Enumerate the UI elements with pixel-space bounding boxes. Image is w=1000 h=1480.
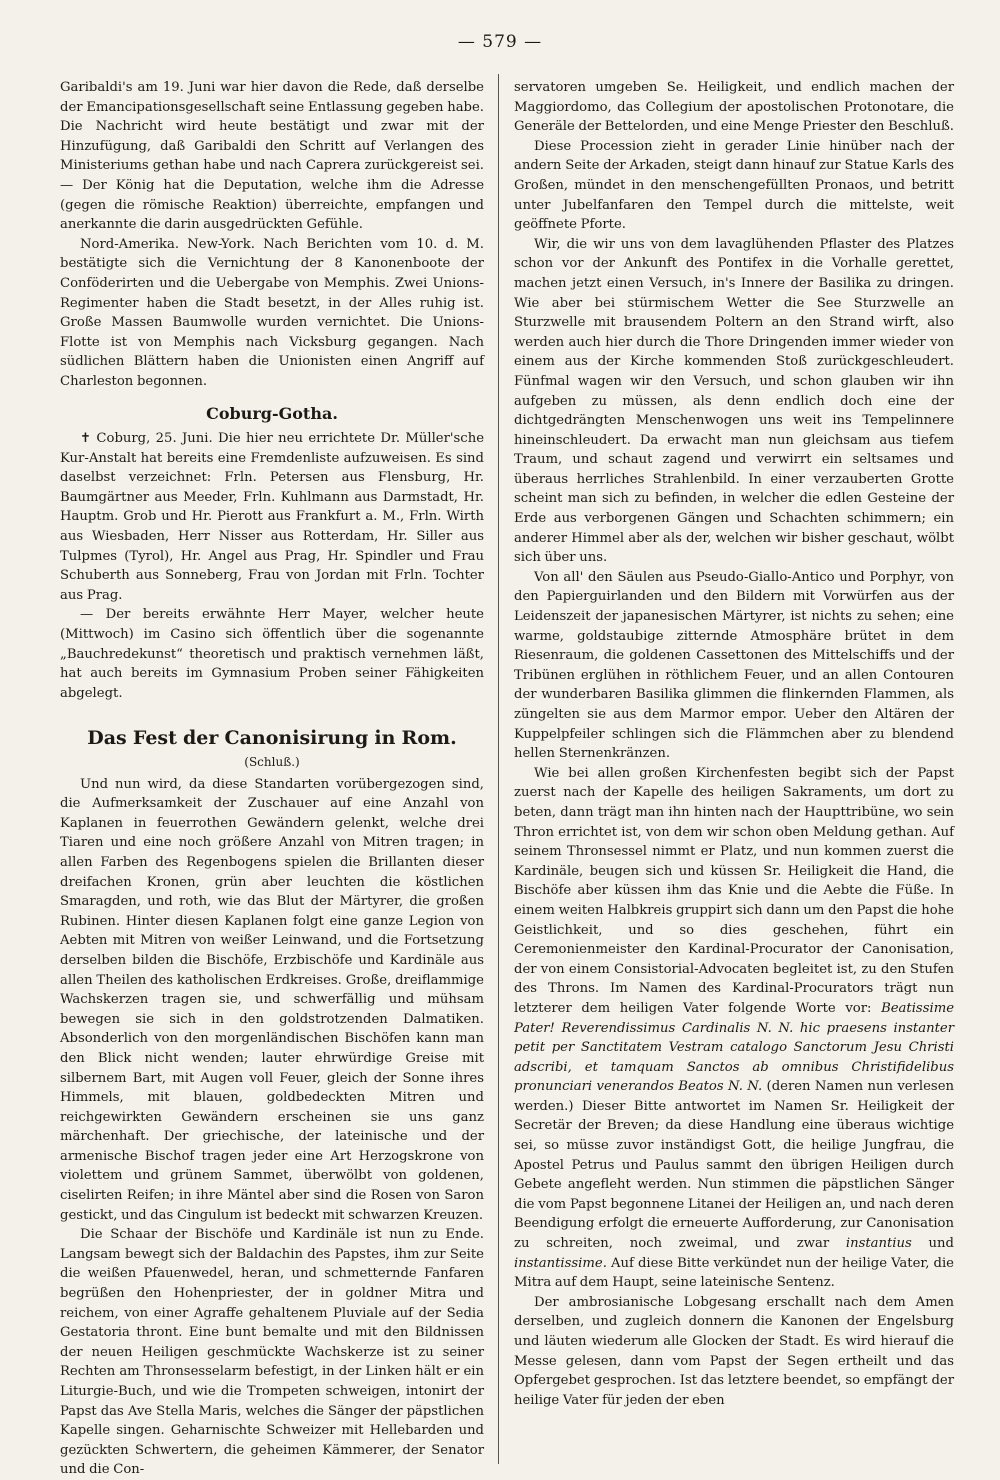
left-column	[60, 78, 484, 1480]
article-paragraph	[514, 764, 954, 1293]
latin-word: instantissime.	[514, 1255, 607, 1271]
article-paragraph: Diese Procession zieht in gerader Linie hinüber nach der andern Seite der Arkaden, steigt dann hinauf zur Statue Karls des Großen, mündet in den menschengefüllten Pronaos, und betritt unter Jubelfanfaren den Tempel durch die mittelste, weit geöffnete Pforte.	[514, 138, 954, 233]
article-paragraph: Wir, die wir uns von dem lavaglühenden Pflaster des Platzes schon vor der Ankunft des Pontifex in die Vorhalle gerettet, machen jetzt einen Versuch, in's Innere der Basilika zu dringen. Wie aber bei stürmischem Wetter die See Sturzwelle an Sturzwelle mit brausendem Poltern an den Strand wirft, also werden auch hier durch die Thore Dringenden immer wieder von einem aus der Kirche kommenden Stoß zurückgeschleudert. Fünfmal wagen wir den Versuch, und schon glauben wir ihn aufgeben zu müssen, als denn endlich doch eine der dichtgedrängten Menschenwogen uns weit ins Tempelinnere hineinschleudert. Da erwacht man nun gleichsam aus tiefem Traum, und schaut zagend und verwirrt ein seltsames und überaus herrliches Strahlenbild. In einer verzauberten Grotte scheint man sich zu befinden, in welcher die edlen Gesteine der Erde aus verborgenen Gängen und Schachten schimmern; ein anderer Himmel aber als der, welchen wir bisher geschaut, wölbt sich über uns.	[514, 236, 954, 566]
article-text: Auf diese Bitte verkündet nun der heilige Vater, die Mitra auf dem Haupt, seine lateinische Sentenz.	[514, 1255, 954, 1291]
casino-news-paragraph: — Der bereits erwähnte Herr Mayer, welcher heute (Mittwoch) im Casino sich öffentlich über die sogenannte „Bauchredekunst“ theoretisch und praktisch vernehmen läßt, hat auch bereits im Gymnasium Proben seiner Fähigkeiten abgelegt.	[60, 607, 484, 701]
article-paragraph: servatoren umgeben Se. Heiligkeit, und endlich machen der Maggiordomo, das Collegium der apostolischen Protonotare, die Generäle der Bettelorden, und eine Menge Priester den Beschluß.	[514, 80, 954, 135]
latin-word: instantius	[845, 1236, 912, 1252]
article-text: (deren Namen nun verlesen werden.) Dieser Bitte antwortet im Namen Sr. Heiligkeit der Secretär der Breven; da diese Handlung eine überaus wichtige sei, so müsse zuvor inständigst Gott, die heilige Jungfrau, die Apostel Petrus und Paulus sammt den übrigen Heiligen durch Gebete angefleht werden. Nun stimmen die päpstlichen Sänger die vom Papst begonnene Litanei der Heiligen an, und nach deren Beendigung erfolgt die erneuerte Aufforderung, zur Canonisation zu schreiten, noch zweimal, und zwar	[514, 1079, 954, 1252]
coburg-news-paragraph: ✝ Coburg, 25. Juni. Die hier neu errichtete Dr. Müller'sche Kur-Anstalt hat bereits eine Fremdenliste aufzuweisen. Es sind daselbst verzeichnet: Frln. Petersen aus Flensburg, Hr. Baumgärtner aus Meeder, Frln. Kuhlmann aus Darmstadt, Hr. Hauptm. Grob und Hr. Pierott aus Frankfurt a. M., Frln. Wirth aus Wiesbaden, Herr Nisser aus Rotterdam, Hr. Siller aus Tulpmes (Tyrol), Hr. Angel aus Prag, Hr. Spindler und Frau Schuberth aus Sonneberg, Frau von Jordan mit Frln. Tochter aus Prag.	[60, 431, 484, 603]
page-number: — 579 —	[457, 32, 543, 52]
north-america-news-paragraph: Nord-Amerika. New-York. Nach Berichten vom 10. d. M. bestätigte sich die Vernichtung der 8 Kanonenboote der Conföderirten und die Uebergabe von Memphis. Zwei Unions-Regimenter haben die Stadt besetzt, in der Alles ruhig ist. Große Massen Baumwolle wurden vernichtet. Die Unions-Flotte ist von Memphis nach Vicksburg gegangen. Nach südlichen Blättern haben die Unionisten einen Angriff auf Charleston begonnen.	[60, 236, 484, 389]
article-continuation-note: (Schluß.)	[244, 755, 300, 769]
article-paragraph: Die Schaar der Bischöfe und Kardinäle ist nun zu Ende. Langsam bewegt sich der Baldachin des Papstes, ihm zur Seite die weißen Pfauenwedel, heran, und schmetternde Fanfaren begrüßen den Hohenpriester, der in goldner Mitra und reichem, von einer Agraffe gehaltenem Pluviale auf der Sedia Gestatoria thront. Eine bunt bemalte und mit den Bildnissen der neuen Heiligen geschmückte Wachskerze ist zu seiner Rechten am Thronsesselarm befestigt, in der Linken hält er ein Liturgie-Buch, und wie die Trompeten schweigen, intonirt der Papst das Ave Stella Maris, welches die Sänger der päpstlichen Kapelle singen. Geharnischte Schweizer mit Hellebarden und gezückten Schwertern, die geheimen Kämmerer, der Senator und die Con-	[60, 1227, 484, 1478]
right-column	[514, 78, 954, 1410]
article-text: und	[928, 1236, 954, 1252]
article-paragraph: Und nun wird, da diese Standarten vorübergezogen sind, die Aufmerksamkeit der Zuschauer auf eine Anzahl von Kaplanen in feuerrothen Gewändern gelenkt, welche drei Tiaren und eine noch größere Anzahl von Mitren tragen; in allen Farben des Regenbogens spielen die Brillanten dieser dreifachen Kronen, grün aber leuchten die köstlichen Smaragden, und roth, wie das Blut der Märtyrer, die großen Rubinen. Hinter diesen Kaplanen folgt eine ganze Legion von Aebten mit Mitren von weißer Leinwand, und die Fortsetzung derselben bilden die Bischöfe, Erzbischöfe und Kardinäle aus allen Theilen des katholischen Erdkreises. Große, dreiflammige Wachskerzen tragen sie, und schwerfällig und mühsam bewegen sie sich in den goldstrotzenden Dalmatiken. Absonderlich von den morgenländischen Bischöfen kann man den Blick nicht wenden; lauter ehrwürdige Greise mit silbernem Bart, mit Augen voll Feuer, gleich der Sonne ihres Himmels, mit blauen, goldbedeckten Mitren und reichgewirkten Gewändern erscheinen sie uns ganz märchenhaft. Der griechische, der lateinische und der armenische Bischof tragen jeder eine Art Herzogskrone von violettem und grünem Sammet, überwölbt von goldenen, ciselirten Reifen; in ihre Mäntel aber sind die Rosen von Saron gestickt, und das Cingulum ist bedeckt mit schwarzen Kreuzen.	[60, 776, 484, 1223]
article-paragraph: Der ambrosianische Lobgesang erschallt nach dem Amen derselben, und zugleich donnern die Kanonen der Engelsburg und läuten wiederum alle Glocken der Stadt. Es wird hierauf die Messe gelesen, dann vom Papst der Segen ertheilt und das Opfergebet gesprochen. Ist das letztere beendet, so empfängt der heilige Vater für jeden der eben	[514, 1294, 954, 1408]
section-title-coburg-gotha: Coburg-Gotha.	[206, 403, 338, 423]
column-divider	[498, 74, 499, 1464]
article-text: Wie bei allen großen Kirchenfesten begibt sich der Papst zuerst nach der Kapelle des heiligen Sakraments, um dort zu beten, dann trägt man ihn hinten nach der Haupttribüne, wo sein Thron errichtet ist, von dem wir schon oben Meldung gethan. Auf seinem Thronsessel nimmt er Platz, und nun kommen zuerst die Kardinäle, beugen sich und küssen Sr. Heiligkeit die Hand, die Bischöfe aber küssen ihm das Knie und die Aebte die Füße. In einem weiten Halbkreis gruppirt sich dann um den Papst die hohe Geistlichkeit, und so dies geschehen, führt ein Ceremonienmeister den Kardinal-Procurator der Canonisation, der von einem Consistorial-Advocaten begleitet ist, zu den Stufen des Throns. Im Namen des Kardinal-Procurators trägt nun letzterer dem heiligen Vater folgende Worte vor:	[514, 765, 954, 1016]
article-title: Das Fest der Canonisirung in Rom.	[87, 727, 457, 750]
latin-petition: Beatissime Pater! Reverendissimus Cardinalis N. N. hic praesens instanter petit per Sanctitatem Vestram catalogo Sanctorum Jesu Christi adscribi, et tamquam Sanctos ab omnibus Christifidelibus pronunciari venerandos Beatos N. N.	[514, 1000, 954, 1095]
italy-news-paragraph: Garibaldi's am 19. Juni war hier davon die Rede, daß derselbe der Emancipationsgesellschaft seine Entlassung gegeben habe. Die Nachricht wird heute bestätigt und zwar mit der Hinzufügung, daß Garibaldi den Schritt auf Verlangen des Ministeriums gethan habe und nach Caprera zurückgereist sei. — Der König hat die Deputation, welche ihm die Adresse (gegen die römische Reaktion) überreichte, empfangen und anerkannte die darin ausgedrückten Gefühle.	[60, 80, 484, 233]
article-paragraph: Von all' den Säulen aus Pseudo-Giallo-Antico und Porphyr, von den Papierguirlanden und den Bildern mit Vorwürfen aus der Leidenszeit der japanesischen Märtyrer, ist nichts zu sehen; eine warme, goldstaubige zitternde Atmosphäre brütet in dem Riesenraum, die goldenen Cassettonen des Mittelschiffs und der Tribünen erglühen in röthlichem Feuer, und an allen Contouren der wunderbaren Basilika glimmen die flinkernden Flammen, als züngelten sie aus dem Marmor empor. Ueber den Altären der Kuppelpfeiler schlingen sich die Flämmchen aber zu blendend hellen Sternenkränzen.	[514, 569, 954, 762]
